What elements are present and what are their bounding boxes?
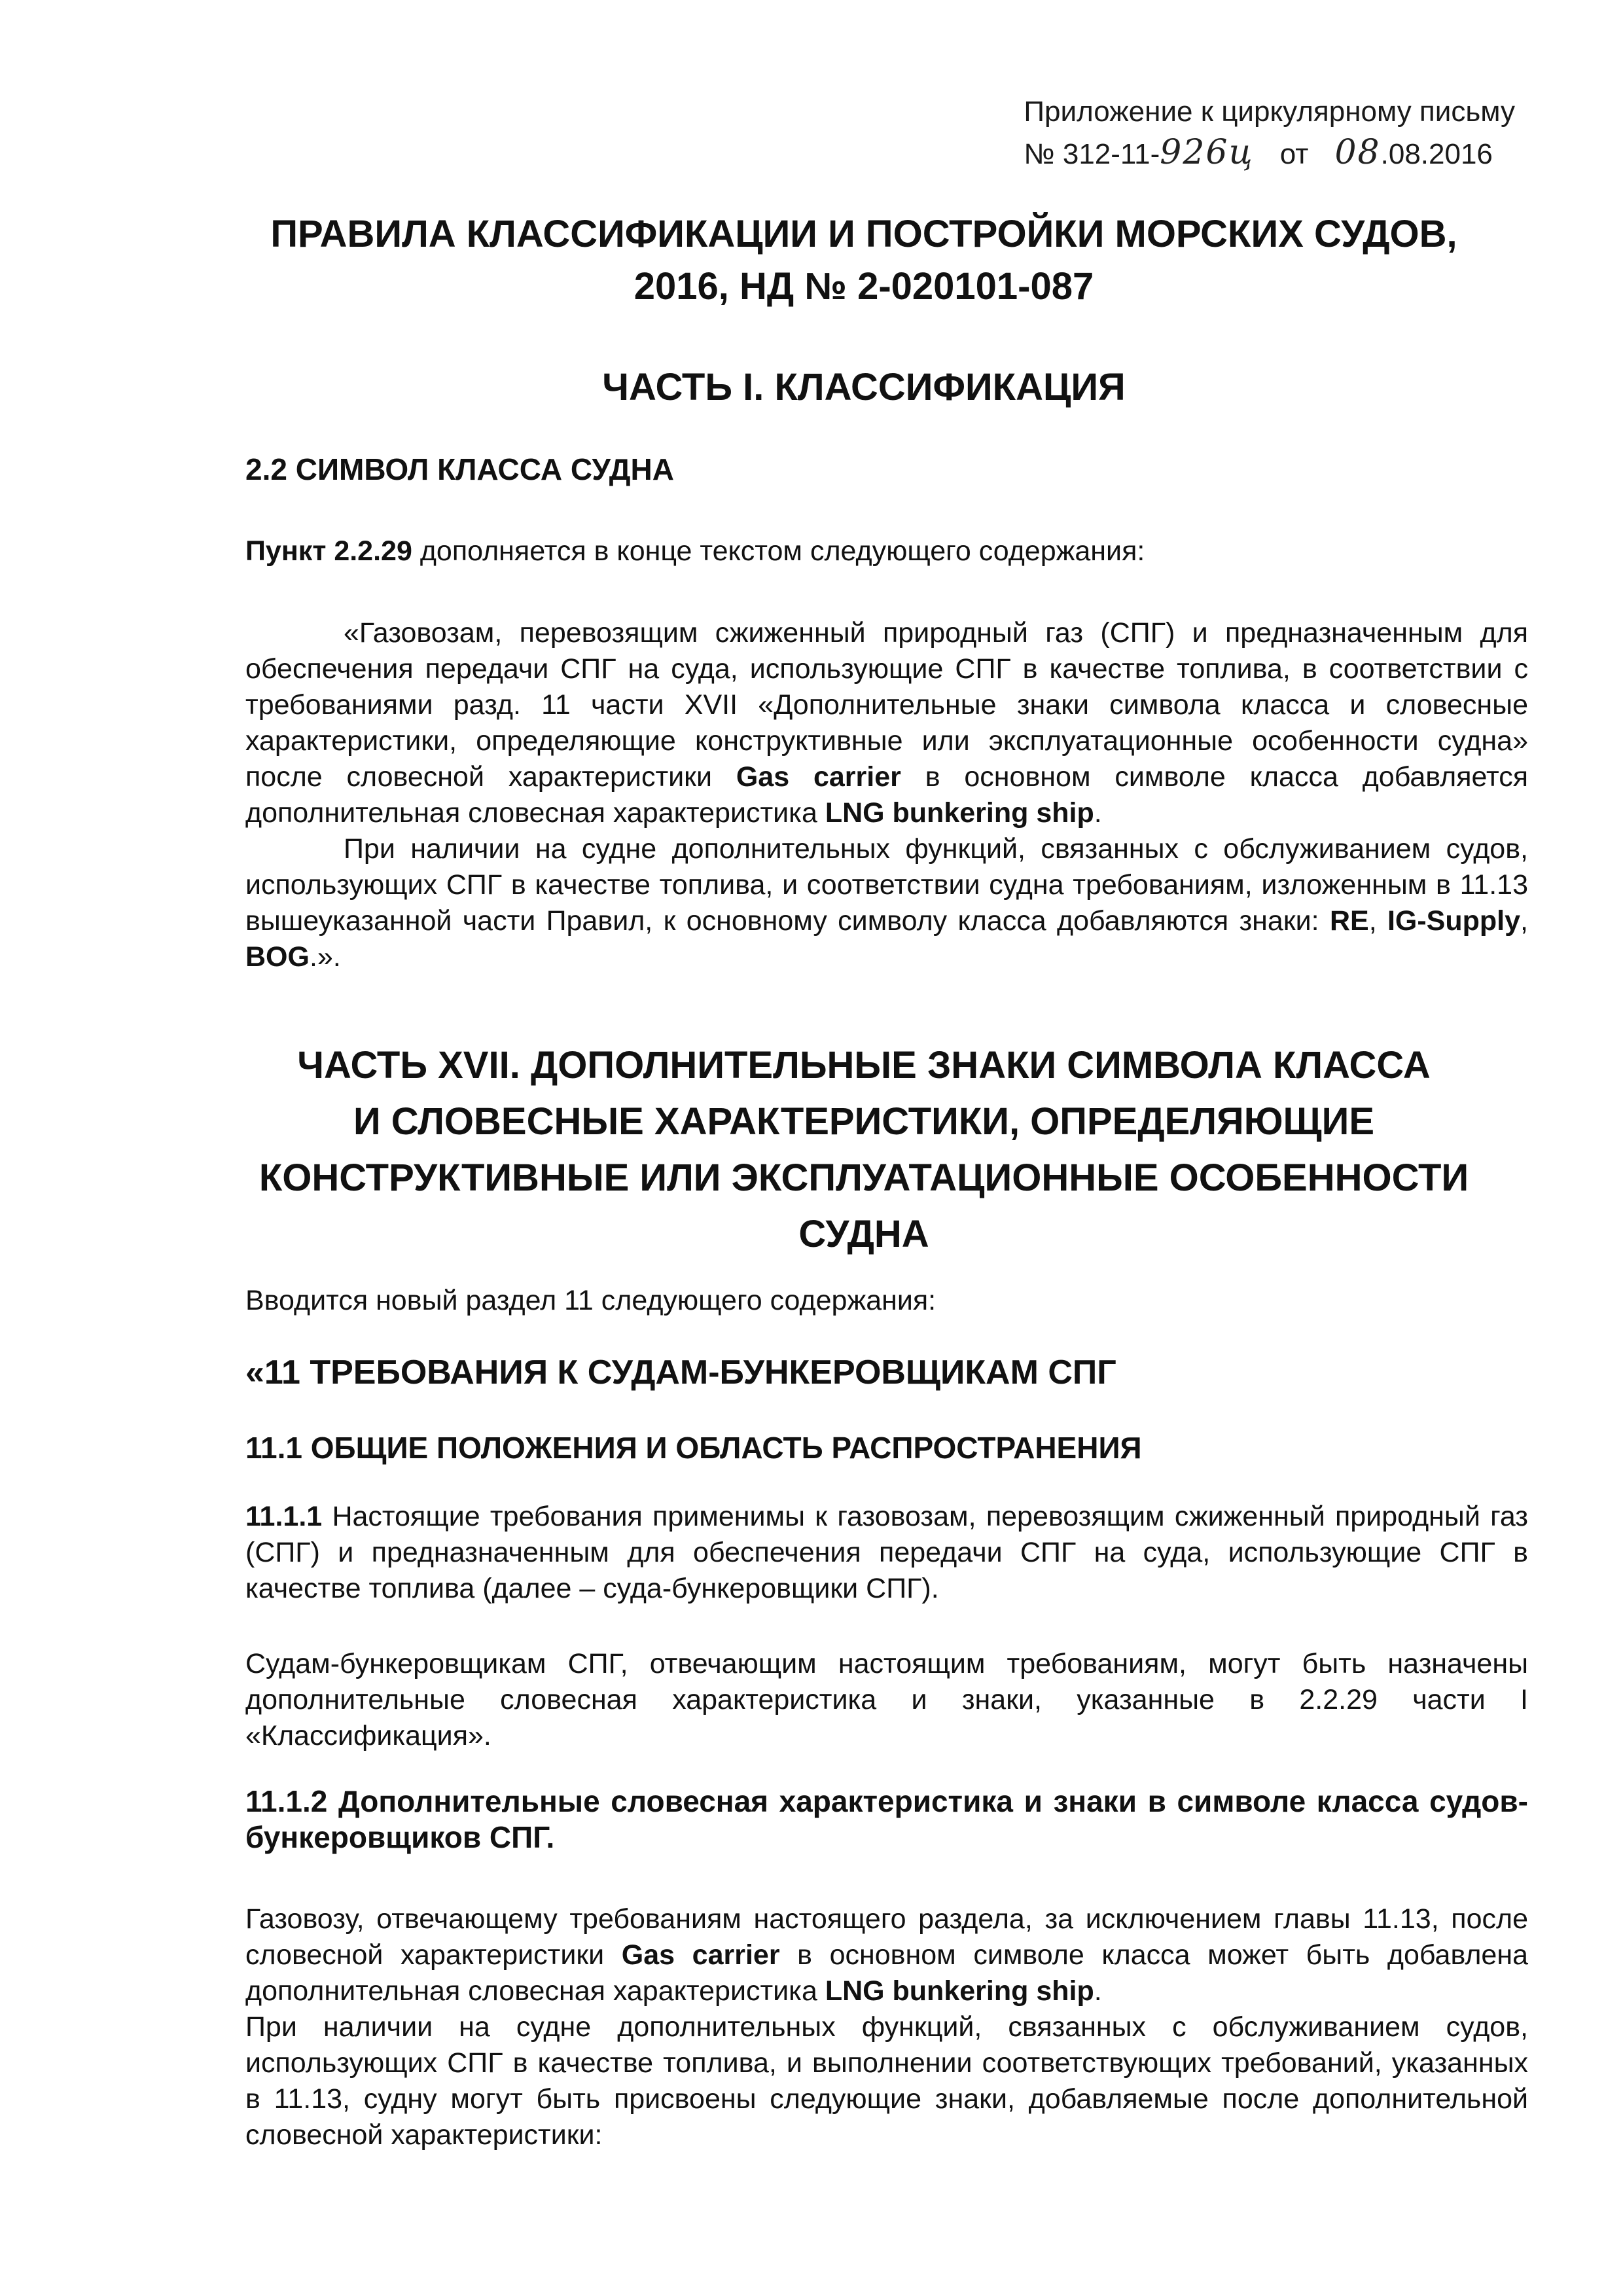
part1-intro-paragraph <box>245 533 1528 569</box>
clause-11-1-2-heading-block <box>245 1784 1528 1856</box>
circular-letter-number-line <box>1024 132 1515 175</box>
date-label: от <box>1279 138 1309 170</box>
clause-11-1-1-paragraph <box>245 1499 1528 1607</box>
quote-text-e: . <box>1094 797 1102 829</box>
date-rest: .08.2016 <box>1380 138 1493 170</box>
handwritten-day: 08 <box>1334 133 1381 172</box>
section-11-heading: «11 ТРЕБОВАНИЯ К СУДАМ-БУНКЕРОВЩИКАМ СПГ <box>245 1354 1116 1391</box>
mark-re: RE <box>1329 905 1369 937</box>
gas-text-c: в основном символе класса может быть добавлена дополнительная словесная характеристика <box>245 1939 1528 2007</box>
part17-intro <box>245 1283 1528 1319</box>
term-gas-carrier: Gas carrier <box>736 761 901 793</box>
section-11-heading-block <box>245 1355 1528 1391</box>
circular-letter-note <box>1024 92 1515 175</box>
quote-text-a: «Газовозам, перевозящим сжиженный природный газ (СПГ) и предназначенным для обеспечения передачи СПГ на суда, использующие СПГ в качестве топлива, в соответствии с требованиями разд. 11 части XVII «Дополнительные знаки символа класса и словесные характеристики, определяющие конструктивные или эксплуатационные особенности судна» после словесной характеристики <box>245 617 1528 793</box>
sep2: , <box>1520 905 1528 937</box>
quote-text-c: в основном символе класса добавляется дополнительная словесная характеристика <box>245 761 1528 829</box>
gas-text-e: . <box>1094 1975 1102 2007</box>
gas-carrier-paragraph <box>245 1901 1528 2009</box>
part1-section-heading <box>245 452 1528 488</box>
circular-letter-caption: Приложение к циркулярному письму <box>1024 96 1515 128</box>
term-lng-bunkering-ship-2: LNG bunkering ship <box>825 1975 1094 2007</box>
clause-11-1-2-heading: 11.1.2 Дополнительные словесная характеристика и знаки в символе класса судов-бункеровщиков СПГ. <box>245 1784 1528 1854</box>
document-title-line1: ПРАВИЛА КЛАССИФИКАЦИИ И ПОСТРОЙКИ МОРСКИХ СУДОВ, <box>270 213 1457 255</box>
quote-close: .». <box>309 941 341 973</box>
part17-title-line2: И СЛОВЕСНЫЕ ХАРАКТЕРИСТИКИ, ОПРЕДЕЛЯЮЩИЕ <box>353 1100 1375 1143</box>
mark-bog: BOG <box>245 941 310 973</box>
extra-functions-paragraph: При наличии на судне дополнительных функций, связанных с обслуживанием судов, использующих СПГ в качестве топлива, и выполнении соответствующих требований, указанных в 11.13, судну могут быть присвоены следующие знаки, добавляемые после дополнительной словесной характеристики: <box>245 2011 1528 2151</box>
letter-number-prefix: № 312-11- <box>1024 138 1160 170</box>
part17-title <box>223 1037 1505 1263</box>
sep1: , <box>1368 905 1387 937</box>
document-title-line2: 2016, НД № 2-020101-087 <box>633 265 1094 308</box>
intro-text: дополняется в конце текстом следующего содержания: <box>412 535 1145 567</box>
clause-11-1-1 <box>245 1499 1528 1607</box>
clause-number: 11.1.1 <box>245 1501 323 1532</box>
quote-paragraph-1 <box>245 615 1528 831</box>
term-gas-carrier-2: Gas carrier <box>621 1939 780 1971</box>
part1-quote <box>245 615 1528 975</box>
gas-text-a: Газовозу, отвечающему требованиям настоящего раздела, за исключением главы 11.13, после словесной характеристики <box>245 1903 1528 1971</box>
section-11-1-heading-block <box>245 1430 1528 1466</box>
part17-title-line3: КОНСТРУКТИВНЫЕ ИЛИ ЭКСПЛУАТАЦИОННЫЕ ОСОБЕННОСТИ <box>259 1157 1469 1199</box>
section-11-1-heading: 11.1 ОБЩИЕ ПОЛОЖЕНИЯ И ОБЛАСТЬ РАСПРОСТРАНЕНИЯ <box>245 1431 1142 1465</box>
part17-title-line4: СУДНА <box>798 1213 929 1255</box>
assignment-paragraph: Судам-бункеровщикам СПГ, отвечающим настоящим требованиям, могут быть назначены дополнительные словесная характеристика и знаки, указанные в 2.2.29 части I «Классификация». <box>245 1648 1528 1751</box>
part17-intro-paragraph: Вводится новый раздел 11 следующего содержания: <box>245 1285 936 1316</box>
clause-text: Настоящие требования применимы к газовозам, перевозящим сжиженный природный газ (СПГ) и предназначенным для обеспечения передачи СПГ на суда, использующие СПГ в качестве топлива (далее – суда-бункеровщики СПГ). <box>245 1501 1528 1604</box>
gas-carrier-paragraphs <box>245 1901 1528 2153</box>
section-2-2-heading: 2.2 СИМВОЛ КЛАССА СУДНА <box>245 452 674 486</box>
part17-title-line1: ЧАСТЬ XVII. ДОПОЛНИТЕЛЬНЫЕ ЗНАКИ СИМВОЛА КЛАССА <box>297 1044 1431 1086</box>
quote-paragraph-2 <box>245 831 1528 975</box>
document-title <box>223 208 1505 313</box>
part1-title: ЧАСТЬ I. КЛАССИФИКАЦИЯ <box>602 366 1126 408</box>
quote2-text-a: При наличии на судне дополнительных функций, связанных с обслуживанием судов, использующих СПГ в качестве топлива, и соответствии судна требованиям, изложенным в 11.13 вышеуказанной части Правил, к основному символу класса добавляются знаки: <box>245 833 1528 937</box>
part1-intro <box>245 533 1528 569</box>
mark-ig-supply: IG-Supply <box>1387 905 1521 937</box>
clause-ref: Пункт 2.2.29 <box>245 535 412 567</box>
assignment-paragraph-block <box>245 1646 1528 1754</box>
term-lng-bunkering-ship: LNG bunkering ship <box>825 797 1094 829</box>
handwritten-number: 926ц <box>1160 133 1254 172</box>
